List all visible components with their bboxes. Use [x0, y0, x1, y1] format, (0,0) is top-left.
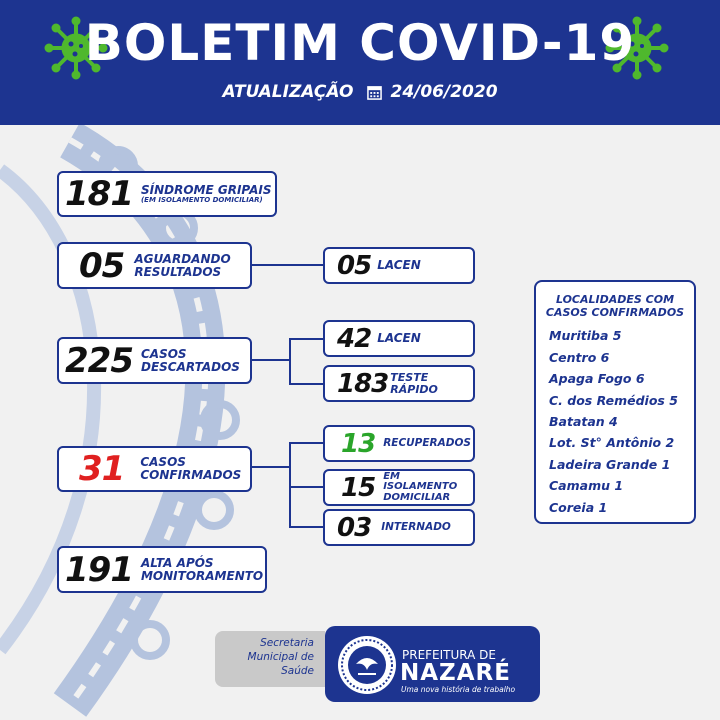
aguardando-lacen-label: LACEN [377, 258, 421, 273]
recuperados-value: 13 [341, 428, 376, 459]
list-item: Camamu 1 [549, 478, 624, 494]
descartados-value: 225 [65, 340, 133, 381]
descartados-label-1: CASOS [140, 346, 187, 361]
internado-box [323, 509, 475, 546]
aguardando-box [57, 242, 252, 289]
recuperados-label: RECUPERADOS [383, 436, 471, 449]
localidades-list [549, 325, 694, 518]
alta-label-2: MONITORAMENTO [140, 568, 264, 583]
confirmados-value: 31 [79, 449, 125, 489]
secretaria-text [222, 636, 314, 678]
descartados-teste-box [323, 365, 475, 402]
alta-value: 191 [65, 549, 133, 590]
localidades-title [536, 294, 694, 319]
list-item: Apaga Fogo 6 [549, 371, 645, 387]
descartados-box [57, 337, 252, 384]
list-item: Ladeira Grande 1 [549, 456, 671, 472]
descartados-lacen-box [323, 320, 475, 357]
sindrome-gripais-value: 181 [65, 174, 133, 214]
page-title: BOLETIM COVID-19 [84, 14, 636, 72]
isolamento-label-2: DOMICILIAR [383, 491, 451, 503]
aguardando-label-1: AGUARDANDO [134, 251, 231, 266]
list-item: Batatan 4 [549, 413, 618, 429]
alta-label-1: ALTA APÓS [140, 555, 214, 570]
internado-label: INTERNADO [381, 520, 451, 533]
confirmados-label-1: CASOS [140, 455, 186, 470]
secretaria-line-2: Municipal de [247, 651, 314, 663]
recuperados-box [323, 425, 475, 462]
localidades-panel [534, 280, 696, 524]
list-item: Muritiba 5 [549, 328, 622, 344]
slogan: Uma nova história de trabalho [401, 685, 516, 694]
list-item: Centro 6 [549, 349, 610, 365]
isolamento-label-1: EM ISOLAMENTO [383, 470, 458, 493]
descartados-lacen-label: LACEN [377, 331, 421, 346]
list-item: C. dos Remédios 5 [549, 392, 678, 408]
prefeitura-label: PREFEITURA DE [402, 648, 496, 662]
confirmados-label-2: CONFIRMADOS [140, 468, 242, 482]
localidades-title-2: CASOS CONFIRMADOS [545, 305, 685, 319]
isolamento-box [323, 469, 475, 506]
descartados-teste-value: 183 [337, 368, 389, 399]
alta-box [57, 546, 267, 593]
list-item: Coreia 1 [549, 499, 608, 515]
internado-value: 03 [337, 512, 372, 543]
sindrome-gripais-label: SÍNDROME GRIPAIS [140, 182, 272, 197]
sindrome-gripais-box [57, 171, 277, 217]
aguardando-lacen-box [323, 247, 475, 284]
confirmados-box [57, 446, 252, 492]
descartados-label-2: DESCARTADOS [140, 359, 240, 374]
descartados-teste-label-1: TESTE [390, 370, 429, 384]
aguardando-value: 05 [79, 245, 125, 286]
aguardando-lacen-value: 05 [337, 250, 372, 281]
sindrome-gripais-note: (EM ISOLAMENTO DOMICILIAR) [140, 196, 263, 205]
city-seal-icon [336, 634, 398, 696]
descartados-lacen-value: 42 [337, 323, 372, 354]
descartados-teste-label-2: RÁPIDO [390, 382, 438, 396]
list-item: Lot. St° Antônio 2 [549, 435, 675, 451]
isolamento-value: 15 [341, 472, 376, 503]
city-name: NAZARÉ [400, 660, 511, 686]
update-label: ATUALIZAÇÃO [222, 82, 354, 102]
aguardando-label-2: RESULTADOS [134, 264, 222, 279]
localidades-title-1: LOCALIDADES COM [555, 293, 675, 306]
secretaria-line-3: Saúde [281, 665, 314, 677]
update-date: 24/06/2020 [390, 82, 498, 102]
secretaria-line-1: Secretaria [260, 637, 314, 649]
